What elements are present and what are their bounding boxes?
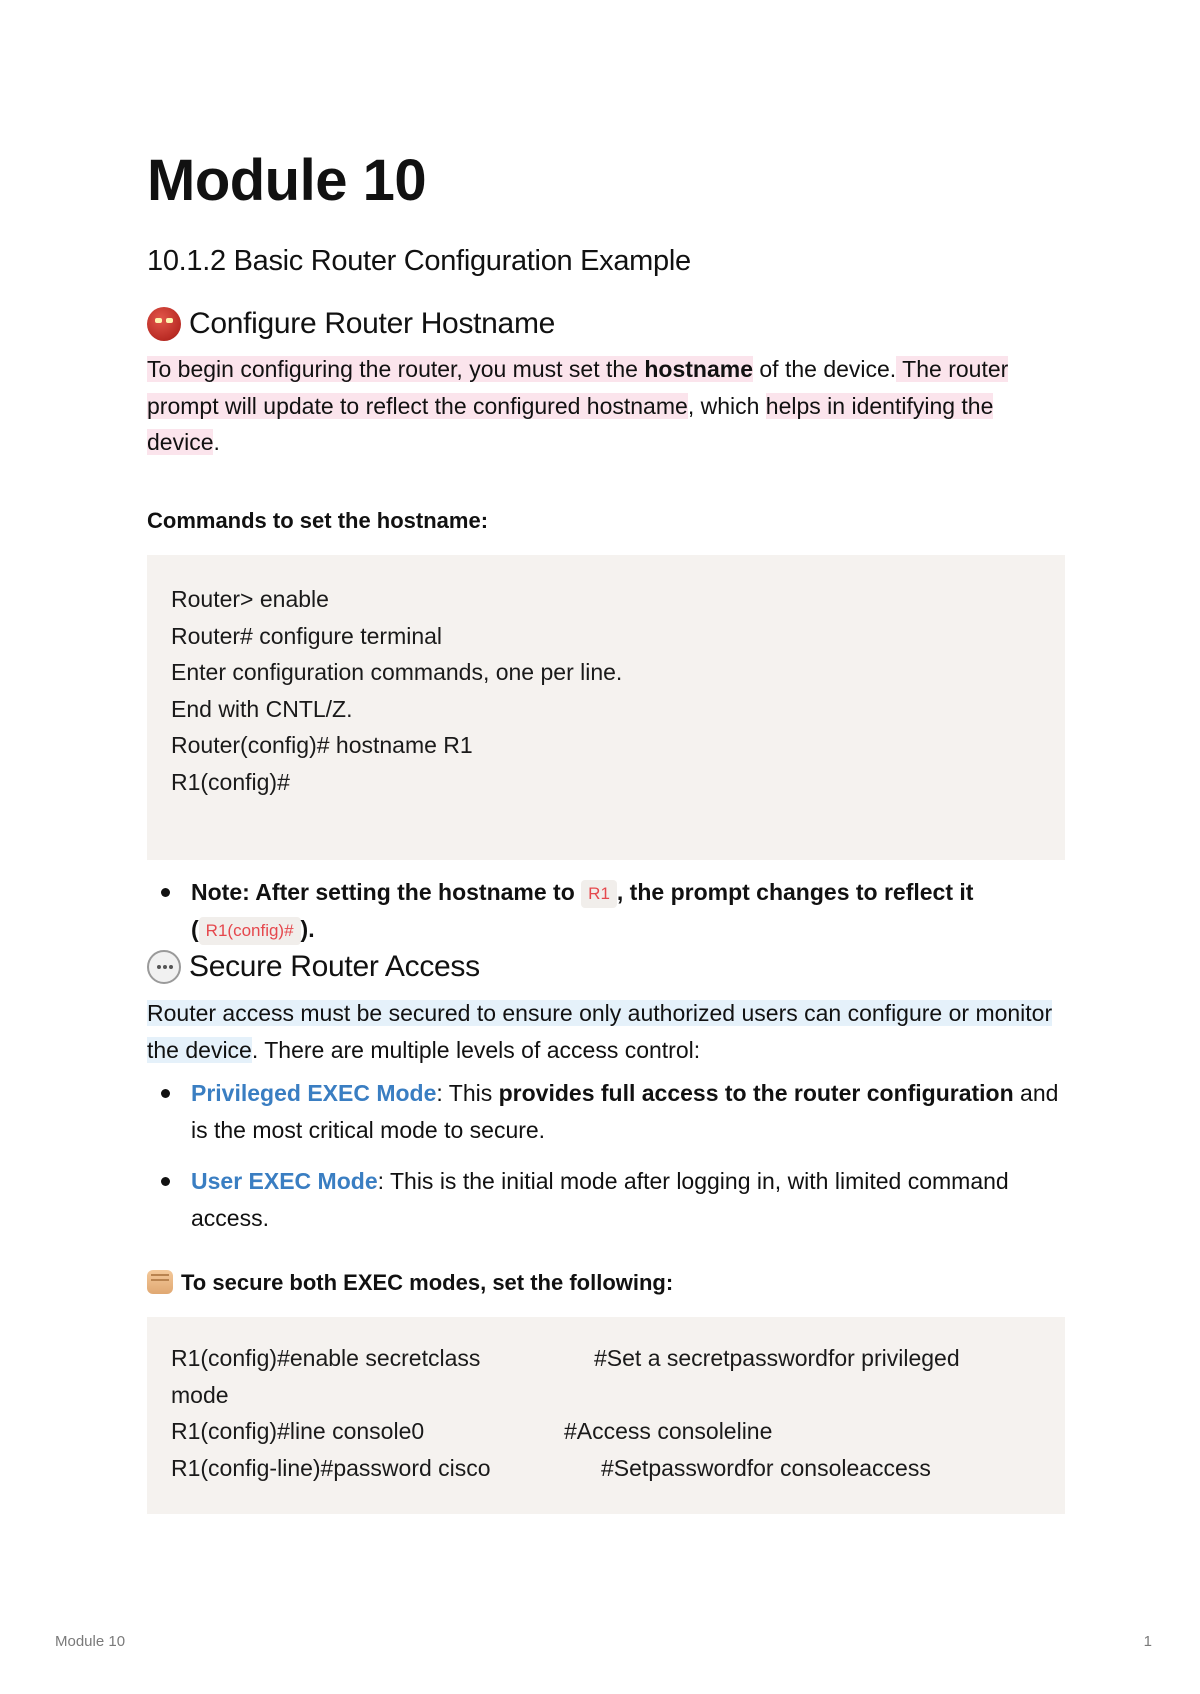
list-item xyxy=(147,1163,1065,1236)
note-mid: , the prompt changes to reflect it xyxy=(616,879,974,905)
exec-code-block xyxy=(147,1317,1065,1514)
code-line: Router> enable xyxy=(171,586,329,612)
bullet-bold: provides full access to the router configuration xyxy=(498,1080,1014,1106)
code-line: Router(config)# hostname R1 xyxy=(171,732,473,758)
user-exec-term: User EXEC Mode xyxy=(191,1168,378,1194)
code-command: R1(config-line)#password cisco xyxy=(171,1454,491,1481)
code-comment: #Setpasswordfor consoleaccess xyxy=(601,1454,931,1481)
intro-text-4: , which xyxy=(687,392,766,419)
inline-code-r1: R1 xyxy=(581,880,617,908)
code-line: Router# configure terminal xyxy=(171,622,443,649)
exec-label xyxy=(147,1270,673,1296)
intro-text-3: The router prompt will update to reflect the configured hostname xyxy=(147,356,1009,419)
note-open: ( xyxy=(191,915,199,942)
hostname-code-block xyxy=(147,555,1065,860)
list-item xyxy=(147,1075,1065,1148)
code-row xyxy=(171,1340,1041,1377)
code-row xyxy=(171,1377,1041,1414)
code-line: Enter configuration commands, one per line. xyxy=(171,659,623,685)
code-command: R1(config)#enable secretclass xyxy=(171,1345,481,1371)
exec-mode-list xyxy=(147,1075,1065,1236)
code-comment: #Access consoleline xyxy=(564,1418,773,1444)
code-comment: #Set a secretpasswordfor privileged xyxy=(594,1345,960,1371)
inline-code-r1-config: R1(config)# xyxy=(199,917,301,945)
code-line: End with CNTL/Z. xyxy=(171,695,353,722)
intro-text-5: helps in identifying the device xyxy=(147,392,994,455)
privileged-exec-term: Privileged EXEC Mode xyxy=(191,1080,437,1106)
intro-text-1: To begin configuring the router, you must set the xyxy=(147,356,645,382)
footer-doc-name: Module 10 xyxy=(55,1633,126,1650)
page-title: Module 10 xyxy=(147,148,427,213)
code-command: R1(config)#line console0 xyxy=(171,1418,425,1444)
note-close: ). xyxy=(300,915,315,942)
ogre-emoji-icon xyxy=(147,307,181,341)
access-intro xyxy=(147,995,1065,1068)
exec-label-text: To secure both EXEC modes, set the following: xyxy=(181,1270,674,1295)
code-line: R1(config)# xyxy=(171,768,290,795)
note-item xyxy=(147,874,1065,947)
intro-bold-hostname: hostname xyxy=(644,356,753,382)
commands-label: Commands to set the hostname: xyxy=(147,508,489,533)
document-page xyxy=(147,148,1065,1481)
code-row xyxy=(171,1450,1041,1487)
code-command: mode xyxy=(171,1381,229,1408)
hostname-note-list xyxy=(147,874,1065,947)
speech-bubble-icon xyxy=(147,950,181,984)
fist-emoji-icon xyxy=(147,1270,173,1294)
access-heading-text: Secure Router Access xyxy=(189,950,480,983)
access-intro-highlight: Router access must be secured to ensure only authorized users can configure or monitor the device xyxy=(147,1000,1053,1063)
bullet-colon: : This xyxy=(436,1080,499,1106)
access-heading xyxy=(147,950,480,984)
code-row xyxy=(171,1413,1041,1450)
hostname-heading-text: Configure Router Hostname xyxy=(189,307,556,340)
bullet-colon: : This is the initial mode after logging in, with limited command access. xyxy=(191,1168,1009,1231)
hostname-heading xyxy=(147,307,555,341)
intro-text-6: . xyxy=(213,429,220,455)
access-intro-rest: . There are multiple levels of access control: xyxy=(251,1036,701,1063)
bullet-rest: and is the most critical mode to secure. xyxy=(191,1080,1059,1143)
hostname-intro xyxy=(147,351,1065,461)
note-bold: Note: After setting the hostname to xyxy=(191,879,582,905)
section-heading: 10.1.2 Basic Router Configuration Example xyxy=(147,245,691,277)
page-number: 1 xyxy=(1143,1633,1152,1650)
intro-text-2: of the device. xyxy=(753,356,897,382)
